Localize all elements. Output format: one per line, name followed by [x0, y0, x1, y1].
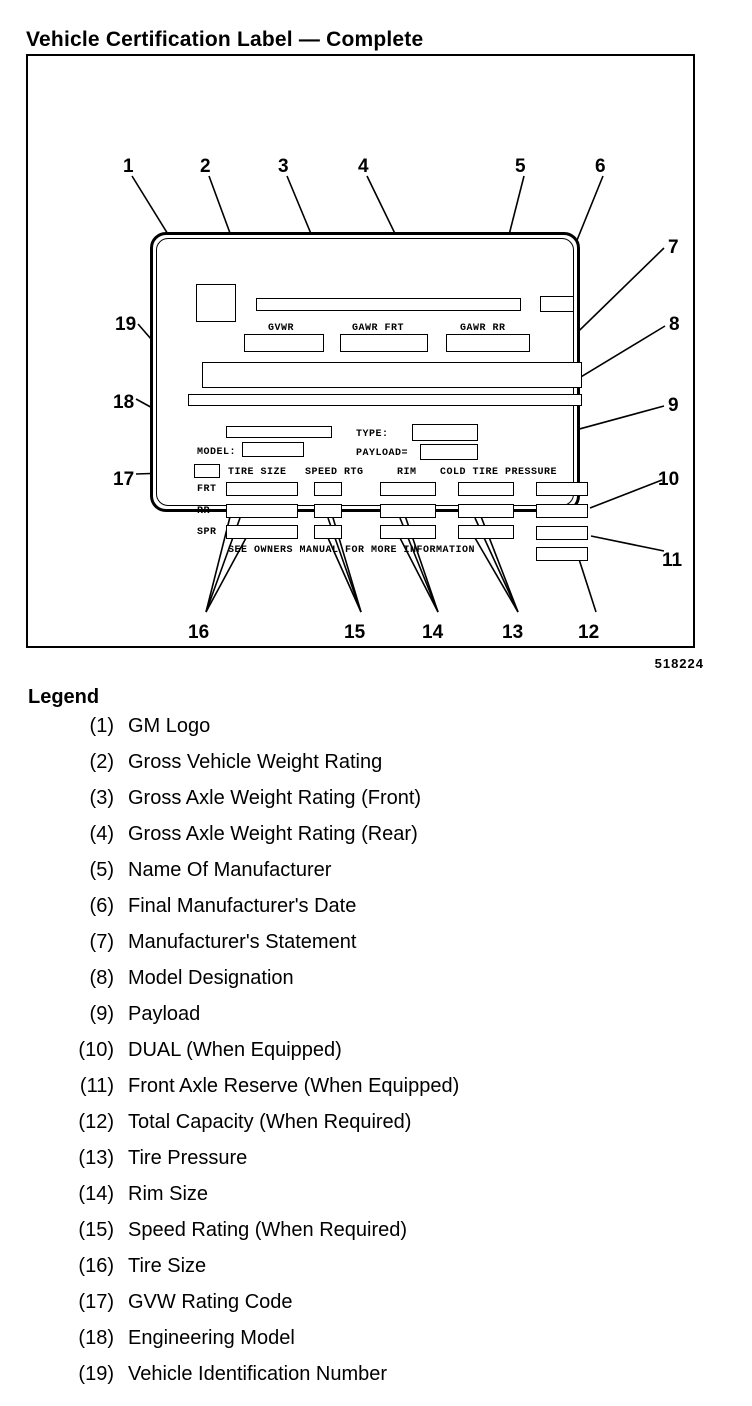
gawr-frt-box	[340, 334, 428, 352]
legend-label: Final Manufacturer's Date	[128, 895, 357, 917]
gawr-frt-text: GAWR FRT	[352, 323, 405, 334]
callout-2: 2	[200, 156, 211, 177]
gvwr-text: GVWR	[268, 323, 295, 334]
gawr-rr-text: GAWR RR	[460, 323, 506, 334]
legend-item-18	[26, 1327, 726, 1363]
callout-4: 4	[358, 156, 369, 177]
legend-label: Engineering Model	[128, 1327, 295, 1349]
legend-number: (1)	[89, 715, 114, 737]
legend-number: (2)	[89, 751, 114, 773]
callout-12: 12	[578, 622, 600, 643]
legend-number: (10)	[78, 1039, 114, 1061]
legend-number: (12)	[78, 1111, 114, 1133]
legend-title: Legend	[28, 686, 100, 708]
tire-pressure-spr-box	[458, 525, 514, 539]
legend-item-14	[26, 1183, 726, 1219]
legend-label: Model Designation	[128, 967, 294, 989]
legend-number: (7)	[89, 931, 114, 953]
legend-label: Name Of Manufacturer	[128, 859, 332, 881]
legend-item-12	[26, 1111, 726, 1147]
legend-number: (15)	[78, 1219, 114, 1241]
legend-number: (18)	[78, 1327, 114, 1349]
legend-number: (16)	[78, 1255, 114, 1277]
legend-item-13	[26, 1147, 726, 1183]
callout-9: 9	[668, 395, 679, 416]
legend-label: Total Capacity (When Required)	[128, 1111, 412, 1133]
owners-manual-note: SEE OWNERS MANUAL FOR MORE INFORMATION	[228, 545, 476, 556]
rim-spr-box	[380, 525, 436, 539]
legend-number: (3)	[89, 787, 114, 809]
callout-10: 10	[658, 469, 680, 490]
legend-item-7	[26, 931, 726, 967]
legend-item-6	[26, 895, 726, 931]
tire-pressure-frt-box	[458, 482, 514, 496]
callout-19: 19	[115, 314, 137, 335]
total-capacity-box	[536, 547, 588, 561]
legend-number: (9)	[89, 1003, 114, 1025]
legend-item-8	[26, 967, 726, 1003]
rim-heading: RIM	[397, 467, 417, 478]
rim-rr-box	[380, 504, 436, 518]
engineering-model-box	[242, 442, 304, 457]
callout-5: 5	[515, 156, 526, 177]
legend-number: (11)	[79, 1075, 114, 1097]
callout-11: 11	[662, 550, 683, 571]
gvwr-box	[244, 334, 324, 352]
figure-frame	[26, 54, 695, 648]
tire-pressure-rr-box	[458, 504, 514, 518]
legend-label: Speed Rating (When Required)	[128, 1219, 408, 1241]
callout-13: 13	[502, 622, 524, 643]
rim-frt-box	[380, 482, 436, 496]
payload-text: PAYLOAD=	[356, 448, 409, 459]
legend-item-9	[26, 1003, 726, 1039]
spr-row-label: SPR	[197, 527, 217, 538]
gawr-rr-box	[446, 334, 530, 352]
legend-label: Gross Axle Weight Rating (Front)	[128, 787, 422, 809]
rr-row-label: RR	[197, 506, 211, 517]
legend-item-10	[26, 1039, 726, 1075]
callout-3: 3	[278, 156, 289, 177]
callout-14: 14	[422, 622, 444, 643]
legend-label: Tire Pressure	[128, 1147, 248, 1169]
legend-item-16	[26, 1255, 726, 1291]
legend-number: (6)	[89, 895, 114, 917]
legend-number: (19)	[78, 1363, 114, 1385]
legend-label: Rim Size	[128, 1183, 209, 1205]
legend-number: (5)	[89, 859, 114, 881]
legend-label: Vehicle Identification Number	[128, 1363, 388, 1385]
model-text: MODEL:	[197, 447, 237, 458]
legend-label: Gross Axle Weight Rating (Rear)	[128, 823, 418, 845]
dual-rr-box	[536, 504, 588, 518]
tire-size-rr-box	[226, 504, 298, 518]
callout-1: 1	[123, 156, 134, 177]
legend-label: GM Logo	[128, 715, 211, 737]
speed-rtg-rr-box	[314, 504, 342, 518]
callout-18: 18	[113, 392, 135, 413]
callout-16: 16	[188, 622, 210, 643]
vin-bar	[188, 394, 582, 406]
tire-size-heading: TIRE SIZE	[228, 467, 287, 478]
callout-15: 15	[344, 622, 366, 643]
page-title: Vehicle Certification Label — Complete	[26, 28, 424, 52]
legend-item-19	[26, 1363, 726, 1399]
callout-7: 7	[668, 237, 679, 258]
legend-item-4	[26, 823, 726, 859]
final-manufacturer-date-box	[540, 296, 574, 312]
legend-item-15	[26, 1219, 726, 1255]
speed-rtg-spr-box	[314, 525, 342, 539]
front-axle-reserve-box	[536, 526, 588, 540]
callout-6: 6	[595, 156, 606, 177]
payload-box	[420, 444, 478, 460]
legend-label: Tire Size	[128, 1255, 207, 1277]
legend-number: (13)	[78, 1147, 114, 1169]
legend-item-17	[26, 1291, 726, 1327]
vin-field	[226, 426, 332, 438]
legend-number: (14)	[78, 1183, 114, 1205]
cold-tire-pressure-heading: COLD TIRE PRESSURE	[440, 467, 558, 478]
callout-17: 17	[113, 469, 135, 490]
legend-item-3	[26, 787, 726, 823]
legend-label: Payload	[128, 1003, 201, 1025]
legend-number: (4)	[89, 823, 114, 845]
legend	[26, 686, 726, 1399]
legend-item-1	[26, 715, 726, 751]
legend-item-11	[26, 1075, 726, 1111]
legend-label: Gross Vehicle Weight Rating	[128, 751, 383, 773]
frt-row-label: FRT	[197, 484, 217, 495]
legend-item-2	[26, 751, 726, 787]
speed-rtg-heading: SPEED RTG	[305, 467, 364, 478]
legend-label: Front Axle Reserve (When Equipped)	[128, 1075, 460, 1097]
legend-number: (8)	[89, 967, 114, 989]
speed-rtg-frt-box	[314, 482, 342, 496]
legend-label: Manufacturer's Statement	[128, 931, 357, 953]
type-text: TYPE:	[356, 429, 389, 440]
dual-frt-box	[536, 482, 588, 496]
callout-8: 8	[669, 314, 680, 335]
tire-size-frt-box	[226, 482, 298, 496]
gvw-rating-code-box	[194, 464, 220, 478]
legend-label: GVW Rating Code	[128, 1291, 293, 1313]
manufacturer-statement-bar	[202, 362, 582, 388]
legend-number: (17)	[78, 1291, 114, 1313]
gm-logo-box	[196, 284, 236, 322]
tire-size-spr-box	[226, 525, 298, 539]
manufacturer-name-bar	[256, 298, 521, 311]
figure-id: 518224	[654, 656, 704, 671]
legend-label: DUAL (When Equipped)	[128, 1039, 342, 1061]
type-box	[412, 424, 478, 441]
legend-item-5	[26, 859, 726, 895]
